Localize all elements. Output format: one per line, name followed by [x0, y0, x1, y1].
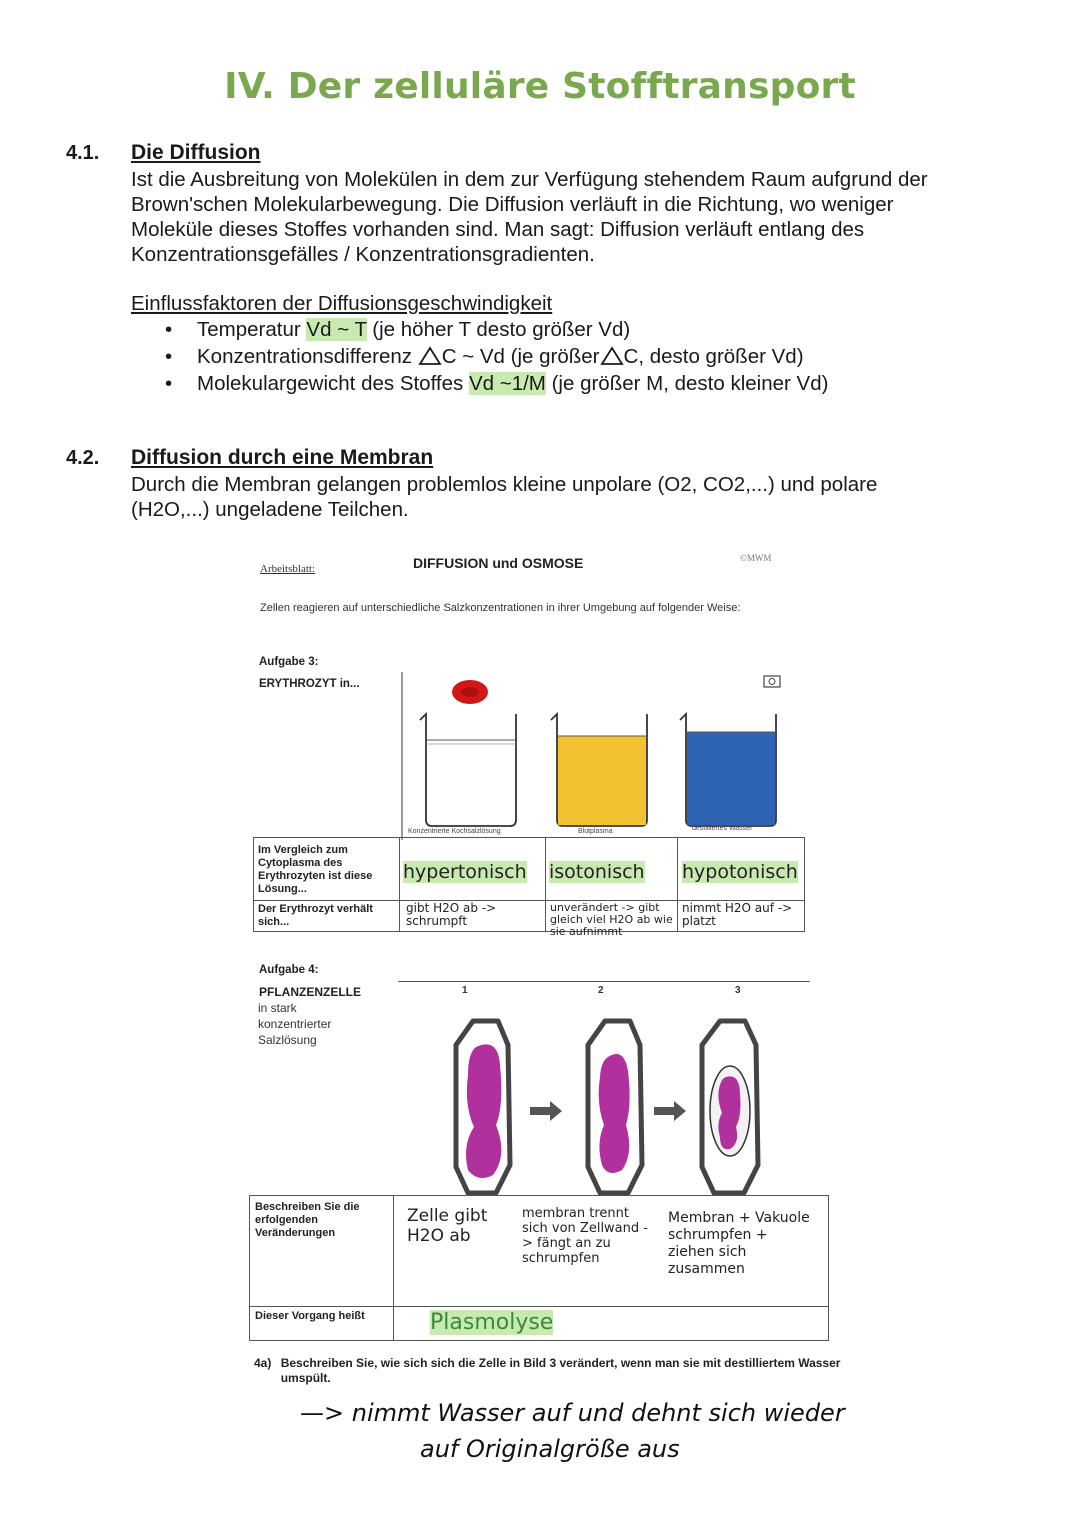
- paragraph-line: Ist die Ausbreitung von Molekülen in dem zur Verfügung stehendem Raum aufgrund der: [131, 168, 928, 191]
- section-heading: Diffusion durch eine Membran: [131, 446, 434, 469]
- handwritten-answer: unverändert -> gibt gleich viel H2O ab wie sie aufnimmt: [550, 901, 673, 938]
- handwritten-answer: membran trennt sich von Zellwand -> fängt an zu schrumpfen: [522, 1206, 648, 1266]
- highlight: Vd ~ T: [306, 318, 367, 341]
- list-item: • Temperatur Vd ~ T (je höher T desto größer Vd): [165, 318, 631, 341]
- task3-table: [253, 837, 805, 938]
- row-label: Dieser Vorgang heißt: [255, 1310, 365, 1322]
- worksheet-intro: Zellen reagieren auf unterschiedliche Salzkonzentrationen in ihrer Umgebung auf folgender Weise:: [260, 602, 741, 614]
- beaker-label: Blutplasma: [578, 828, 613, 835]
- list-item: • Konzentrationsdifferenz C ~ Vd (je größer C, desto größer Vd): [165, 345, 804, 368]
- section-heading: Die Diffusion: [131, 141, 261, 164]
- task-4a: 4a) Beschreiben Sie, wie sich sich die Zelle in Bild 3 verändert, wenn man sie mit destilliertem Wasser umspült.: [254, 1356, 841, 1385]
- paragraph-line: Brown'schen Molekularbewegung. Die Diffusion verläuft in die Richtung, wo weniger: [131, 193, 894, 216]
- task-label: Aufgabe 3:: [259, 656, 319, 668]
- cell-number: 3: [735, 985, 741, 996]
- task4-table: [249, 1195, 829, 1341]
- handwritten-answer: hypertonisch: [403, 861, 527, 883]
- task-label: Aufgabe 4:: [259, 964, 319, 976]
- worksheet: [248, 545, 830, 1390]
- handwritten-answer: Plasmolyse: [430, 1310, 554, 1335]
- delta-icon: [600, 346, 624, 366]
- row-label: Im Vergleich zum Cytoplasma des Erythrozyten ist diese Lösung...: [258, 844, 373, 895]
- handwritten-answer: Membran + Vakuole schrumpfen + ziehen sich zusammen: [668, 1210, 810, 1277]
- beaker-label: destilliertes Wasser: [692, 825, 753, 832]
- highlight: Vd ~1/M: [468, 372, 546, 395]
- task-subject: PFLANZENZELLE: [259, 985, 361, 999]
- handwritten-answer: gibt H2O ab -> schrumpft: [406, 901, 497, 928]
- paragraph-line: (H2O,...) ungeladene Teilchen.: [131, 498, 409, 521]
- paragraph-line: Durch die Membran gelangen problemlos kleine unpolare (O2, CO2,...) und polare: [131, 473, 878, 496]
- beaker-illustration: [398, 670, 818, 840]
- section-paragraph: [131, 167, 1011, 267]
- task-subject: ERYTHROZYT in...: [259, 678, 360, 690]
- row-label: Der Erythrozyt verhält sich...: [258, 903, 373, 928]
- handwritten-answer: isotonisch: [549, 861, 645, 883]
- arrow-right-icon: [654, 1101, 686, 1121]
- section-number: 4.2.: [66, 447, 100, 469]
- cell-contents-icon: [466, 1044, 501, 1178]
- delta-icon: [418, 346, 442, 366]
- list-item: • Molekulargewicht des Stoffes Vd ~1/M (je größer M, desto kleiner Vd): [165, 372, 829, 395]
- worksheet-title: DIFFUSION und OSMOSE: [413, 555, 584, 571]
- factors-list: [165, 316, 828, 397]
- handwritten-answer: nimmt H2O auf -> platzt: [682, 901, 793, 928]
- section-paragraph: [131, 472, 1011, 522]
- row-label: Beschreiben Sie die erfolgenden Veränderungen: [255, 1201, 360, 1239]
- task-condition: in stark konzentrierter Salzlösung: [258, 1001, 332, 1047]
- handwritten-answer: hypotonisch: [682, 861, 798, 883]
- factors-heading: Einflussfaktoren der Diffusionsgeschwindigkeit: [131, 292, 553, 315]
- section-number: 4.1.: [66, 142, 100, 164]
- paragraph-line: Moleküle dieses Stoffes vorhanden sind. Man sagt: Diffusion verläuft entlang des: [131, 218, 865, 241]
- handwritten-answer: Zelle gibt H2O ab: [407, 1206, 488, 1246]
- task-4a-text: Beschreiben Sie, wie sich sich die Zelle in Bild 3 verändert, wenn man sie mit destilliertem Wasser umspült.: [280, 1356, 841, 1385]
- page-title: IV. Der zelluläre Stofftransport: [224, 66, 856, 107]
- copyright: ©MWM: [740, 553, 772, 563]
- worksheet-label: Arbeitsblatt:: [260, 563, 315, 575]
- arrow-right-icon: [530, 1101, 562, 1121]
- beaker-label: Konzentrierte Kochsalzlösung: [408, 828, 501, 835]
- cell-number: 1: [462, 985, 468, 996]
- handwritten-answer-4a: —> nimmt Wasser auf und dehnt sich wieder auf Originalgröße aus: [300, 1399, 845, 1463]
- paragraph-line: Konzentrationsgefälles / Konzentrationsgradienten.: [131, 243, 595, 266]
- plant-cell-illustration: [438, 1015, 808, 1200]
- cell-contents-icon: [599, 1054, 630, 1173]
- cell-number: 2: [598, 985, 604, 996]
